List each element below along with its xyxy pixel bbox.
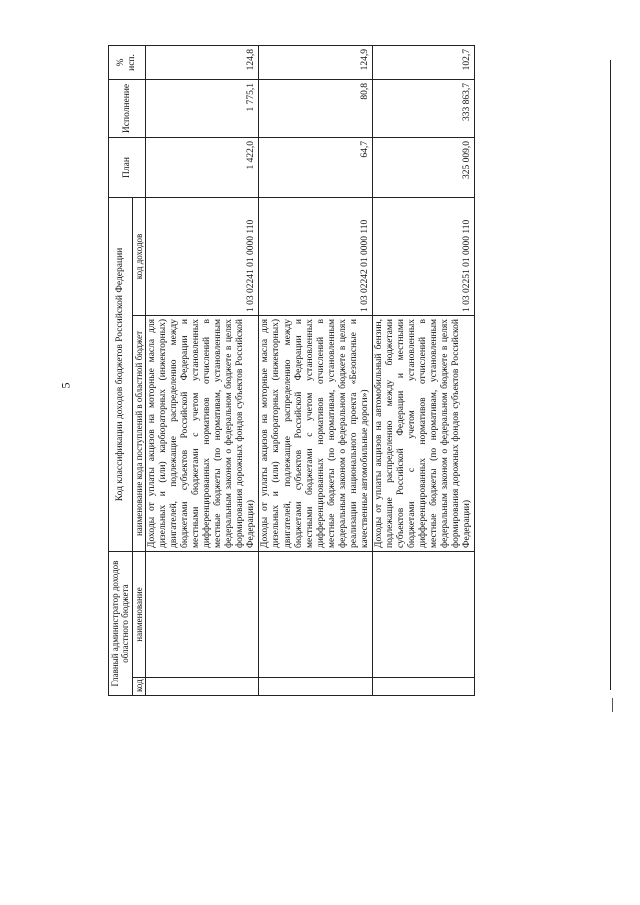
cell-plan: 1 422,0 (146, 137, 259, 197)
cell-description: Доходы от уплаты акцизов на моторные масла для дизельных и (или) карбюраторных (инжекторных) двигателей, подлежащие распределению между бюджетами субъектов Российской Федерации и местными бюджетами с учетом установленных дифференцированных нормативов отчислений в местные бюджеты (по нормативам, установленным федеральным законом о федеральном бюджете в целях формирования дорожных фондов субъектов Российской Федерации) (146, 316, 259, 552)
rotated-table-content (108, 46, 570, 696)
table-row (372, 45, 474, 695)
cell-income-code: 1 03 02251 01 0000 110 (372, 197, 474, 315)
cell-admin-name (372, 552, 474, 678)
margin-rule (610, 60, 611, 690)
page-number: 5 (58, 382, 73, 389)
cell-execution: 1 775,1 (146, 79, 259, 137)
header-percent: % исп. (109, 45, 146, 79)
cell-percent: 124,8 (146, 45, 259, 79)
cell-admin-code (259, 678, 372, 696)
cell-plan: 325 009,0 (372, 137, 474, 197)
cell-percent: 124,9 (259, 45, 372, 79)
cell-percent: 102,7 (372, 45, 474, 79)
header-admin-name: наименование (132, 552, 145, 678)
margin-mark (612, 698, 613, 712)
cell-admin-name (259, 552, 372, 678)
cell-income-code: 1 03 02242 01 0000 110 (259, 197, 372, 315)
cell-admin-code (146, 678, 259, 696)
cell-description: Доходы от уплаты акцизов на моторные масла для дизельных и (или) карбюраторных (инжекторных) двигателей, подлежащие распределению между бюджетами субъектов Российской Федерации и местными бюджетами с учетом установленных дифференцированных нормативов отчислений в местные бюджеты (по нормативам, установленным федеральным законом о федеральном бюджете в целях реализации национального проекта «Безопасные и качественные автомобильные дороги») (259, 316, 372, 552)
cell-admin-code (372, 678, 474, 696)
table-row (146, 45, 259, 695)
header-admin-code: код (132, 678, 145, 696)
income-classification-table (108, 45, 475, 696)
rotated-table-frame (108, 46, 570, 696)
header-plan: План (109, 137, 146, 197)
cell-plan: 64,7 (259, 137, 372, 197)
header-admin-group: Главный администратор доходов областного бюджета (109, 552, 133, 696)
header-income-name: наименование кода поступлений в областной бюджет (132, 316, 145, 552)
table-row (259, 45, 372, 695)
header-income-code: код доходов (132, 197, 145, 315)
header-classification-group: Код классификации доходов бюджетов Российской Федерации (109, 197, 133, 551)
header-row-1 (109, 45, 133, 695)
cell-execution: 333 863,7 (372, 79, 474, 137)
cell-execution: 80,8 (259, 79, 372, 137)
cell-income-code: 1 03 02241 01 0000 110 (146, 197, 259, 315)
cell-admin-name (146, 552, 259, 678)
cell-description: Доходы от уплаты акцизов на автомобильный бензин, подлежащие распределению между бюджетами субъектов Российской Федерации и местными бюджетами с учетом установленных дифференцированных нормативов отчислений в местные бюджеты (по нормативам, установленным федеральным законом о федеральном бюджете в целях формирования дорожных фондов субъектов Российской Федерации) (372, 316, 474, 552)
header-execution: Исполнение (109, 79, 146, 137)
